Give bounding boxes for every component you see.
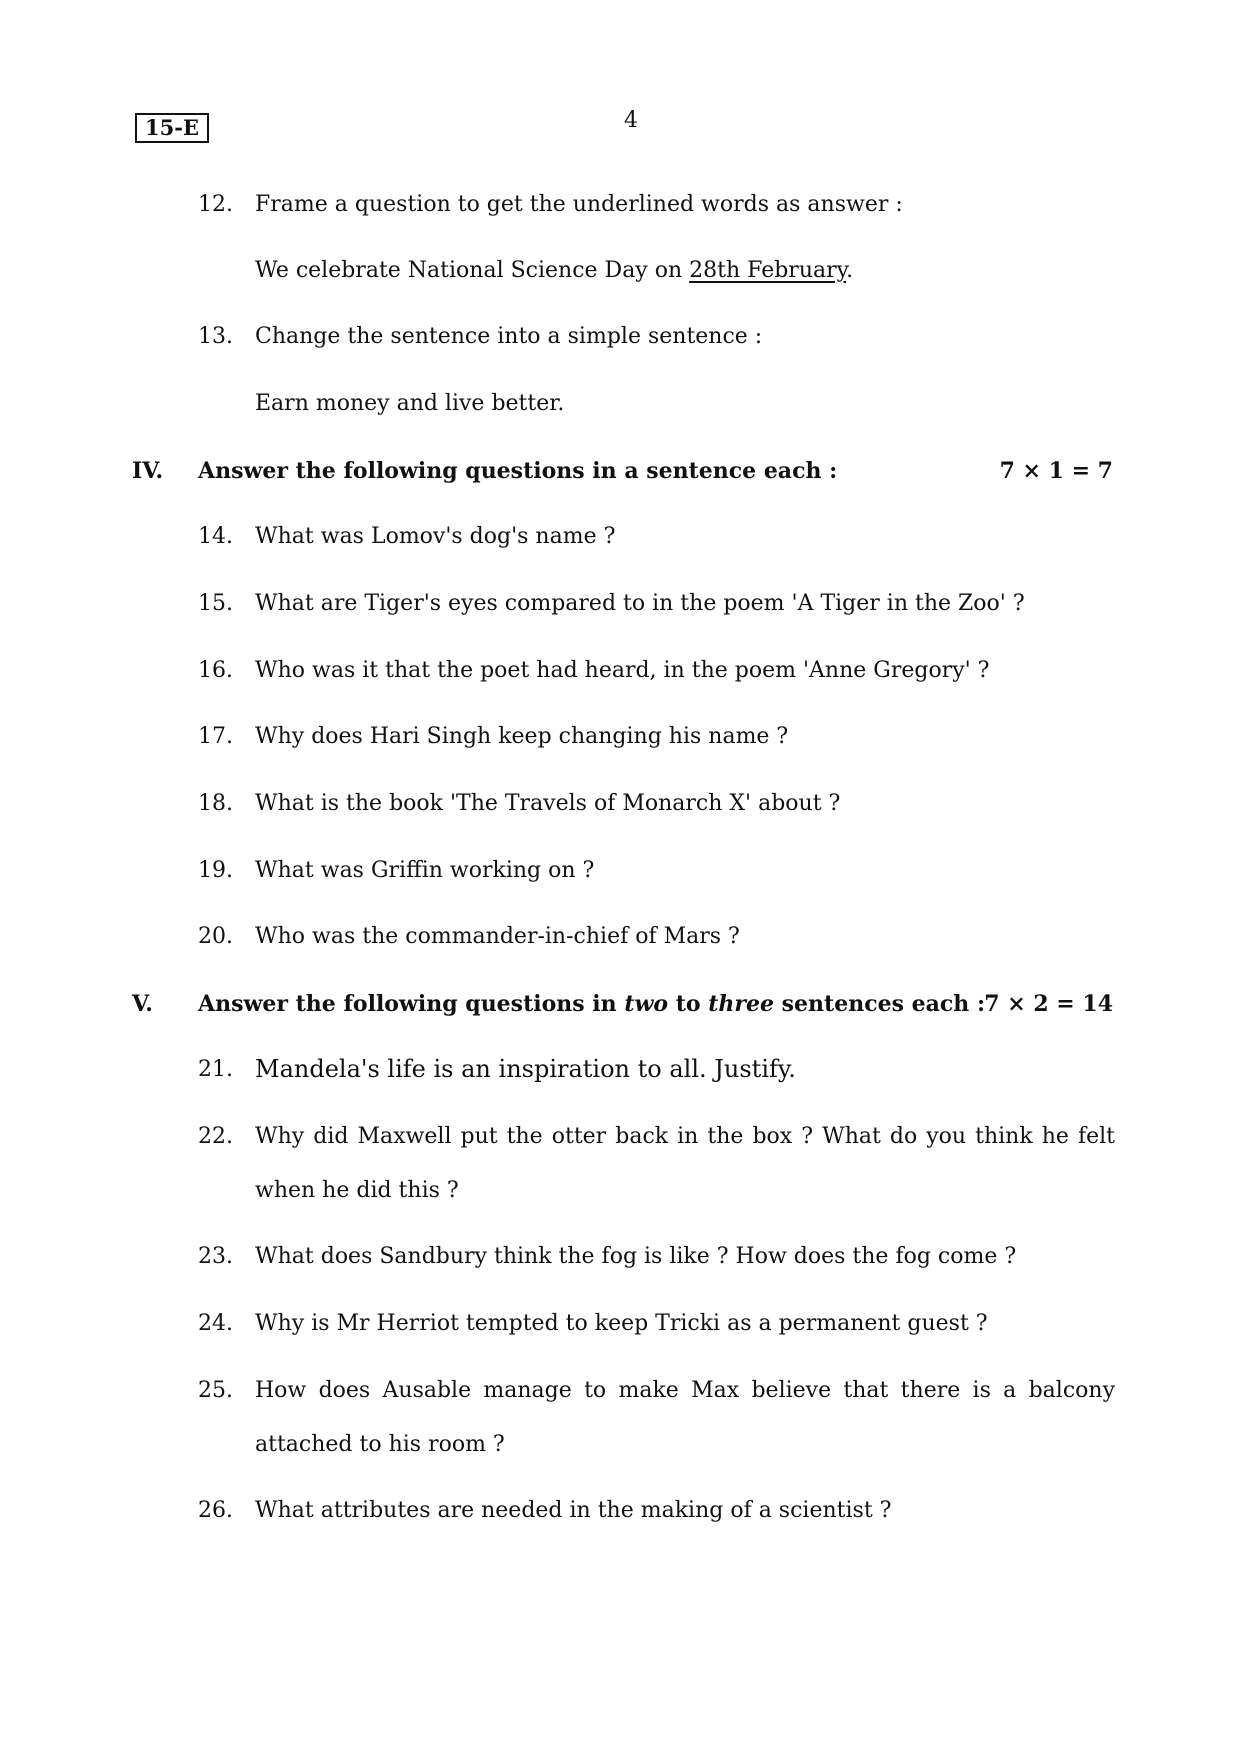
section-v-title-part: sentences each : bbox=[774, 991, 986, 1017]
section-iv-label: IV. bbox=[132, 458, 164, 484]
question-text-line2: when he did this ? bbox=[255, 1178, 459, 1203]
question-text: What was Lomov's dog's name ? bbox=[255, 524, 616, 549]
section-v-title-emphasis: three bbox=[708, 991, 775, 1017]
question-text: Who was it that the poet had heard, in the poem 'Anne Gregory' ? bbox=[255, 658, 990, 683]
question-text-line2: attached to his room ? bbox=[255, 1432, 505, 1457]
question-text: What does Sandbury think the fog is like ? How does the fog come ? bbox=[255, 1244, 1017, 1269]
question-text: Why does Hari Singh keep changing his name ? bbox=[255, 724, 789, 749]
section-v-title bbox=[198, 989, 985, 1019]
section-v-title-part: to bbox=[668, 991, 709, 1017]
q12-underlined-words: 28th February bbox=[689, 258, 847, 283]
paper-code-box: 15-E bbox=[135, 113, 209, 143]
question-number: 21. bbox=[198, 1057, 233, 1082]
question-number: 13. bbox=[198, 324, 233, 349]
q12-sentence bbox=[255, 256, 853, 286]
section-v-label: V. bbox=[132, 991, 153, 1017]
question-text: Change the sentence into a simple sentence : bbox=[255, 324, 763, 349]
question-text-line1: How does Ausable manage to make Max believe that there is a balcony bbox=[255, 1378, 1115, 1403]
question-text: Mandela's life is an inspiration to all. Justify. bbox=[255, 1055, 796, 1083]
question-text: What are Tiger's eyes compared to in the poem 'A Tiger in the Zoo' ? bbox=[255, 591, 1025, 616]
question-text: Frame a question to get the underlined words as answer : bbox=[255, 192, 903, 217]
page-number: 4 bbox=[624, 108, 638, 133]
question-text: What was Griffin working on ? bbox=[255, 858, 595, 883]
question-number: 24. bbox=[198, 1311, 233, 1336]
question-text: What attributes are needed in the making of a scientist ? bbox=[255, 1498, 892, 1523]
q13-sentence: Earn money and live better. bbox=[255, 391, 565, 416]
question-number: 14. bbox=[198, 524, 233, 549]
section-iv-marks: 7 × 1 = 7 bbox=[999, 458, 1113, 484]
question-number: 16. bbox=[198, 658, 233, 683]
question-text: Why is Mr Herriot tempted to keep Tricki as a permanent guest ? bbox=[255, 1311, 988, 1336]
section-v-title-part: Answer the following questions in bbox=[198, 991, 625, 1017]
question-number: 22. bbox=[198, 1124, 233, 1149]
question-number: 20. bbox=[198, 924, 233, 949]
question-text: What is the book 'The Travels of Monarch X' about ? bbox=[255, 791, 841, 816]
question-text-line1: Why did Maxwell put the otter back in the box ? What do you think he felt bbox=[255, 1124, 1115, 1149]
question-number: 17. bbox=[198, 724, 233, 749]
q12-sentence-before: We celebrate National Science Day on bbox=[255, 258, 690, 283]
question-number: 18. bbox=[198, 791, 233, 816]
question-number: 12. bbox=[198, 192, 233, 217]
question-number: 19. bbox=[198, 858, 233, 883]
question-number: 15. bbox=[198, 591, 233, 616]
q12-sentence-after: . bbox=[846, 258, 854, 283]
question-text: Who was the commander-in-chief of Mars ? bbox=[255, 924, 740, 949]
section-iv-title: Answer the following questions in a sentence each : bbox=[198, 458, 838, 484]
section-v-title-emphasis: two bbox=[624, 991, 669, 1017]
section-v-marks: 7 × 2 = 14 bbox=[984, 991, 1113, 1017]
question-number: 26. bbox=[198, 1498, 233, 1523]
question-number: 23. bbox=[198, 1244, 233, 1269]
question-number: 25. bbox=[198, 1378, 233, 1403]
